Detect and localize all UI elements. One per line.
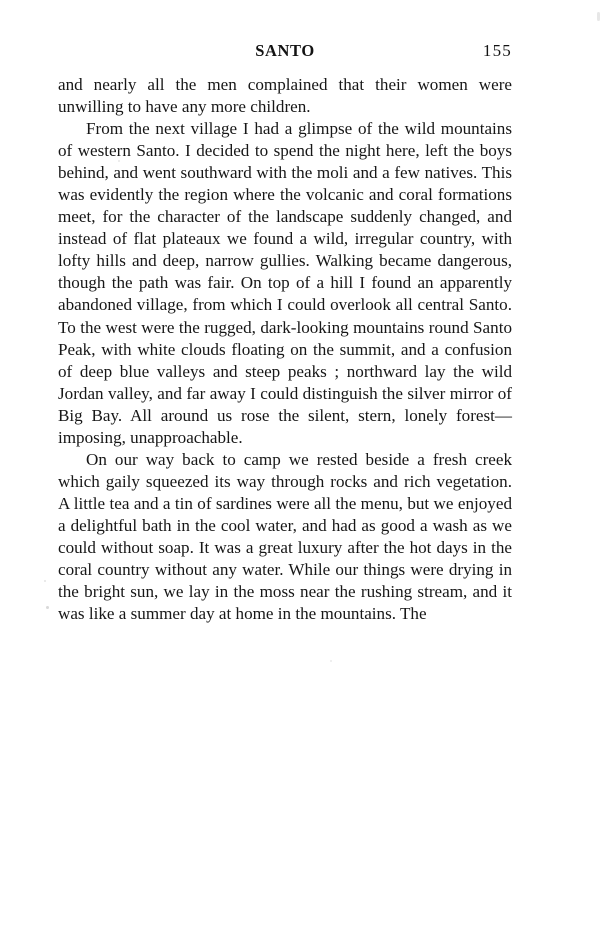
body-text-block <box>58 74 512 625</box>
paragraph: and nearly all the men complained that their women were unwilling to have any more children. <box>58 75 512 117</box>
paragraph: On our way back to camp we rested beside a fresh creek which gaily squeezed its way through rocks and rich vegetation. A little tea and a tin of sardines were all the menu, but we enjoyed a delightful bath in the cool water, and had as good a wash as we could without soap. It was a great luxury after the hot days in the coral country without any water. While our things were drying in the bright sun, we lay in the moss near the rushing stream, and it was like a summer day at home in the mountains. The <box>58 449 512 624</box>
paragraph: From the next village I had a glimpse of the wild mountains of western Santo. I decided to spend the night here, left the boys behind, and went southward with the moli and a few natives. This was evidently the region where the volcanic and coral formations meet, for the character of the landscape suddenly changed, and instead of flat plateaux we found a wild, irregular country, with lofty hills and deep, narrow gullies. Walking became dangerous, though the path was fair. On top of a hill I found an apparently abandoned village, from which I could overlook all central Santo. To the west were the rugged, dark-looking mountains round Santo Peak, with white clouds floating on the summit, and a confusion of deep blue valleys and steep peaks ; northward lay the wild Jordan valley, and far away I could distinguish the silver mirror of Big Bay. All around us rose the silent, stern, lonely forest—imposing, unapproachable. <box>58 119 512 447</box>
scan-speck <box>46 606 49 609</box>
scan-speck <box>118 160 120 162</box>
scan-speck <box>330 660 332 662</box>
scan-speck <box>597 12 600 21</box>
page-number: 155 <box>482 41 512 60</box>
running-head <box>58 41 512 63</box>
running-head-title: SANTO <box>255 41 315 60</box>
scan-speck <box>44 580 46 582</box>
